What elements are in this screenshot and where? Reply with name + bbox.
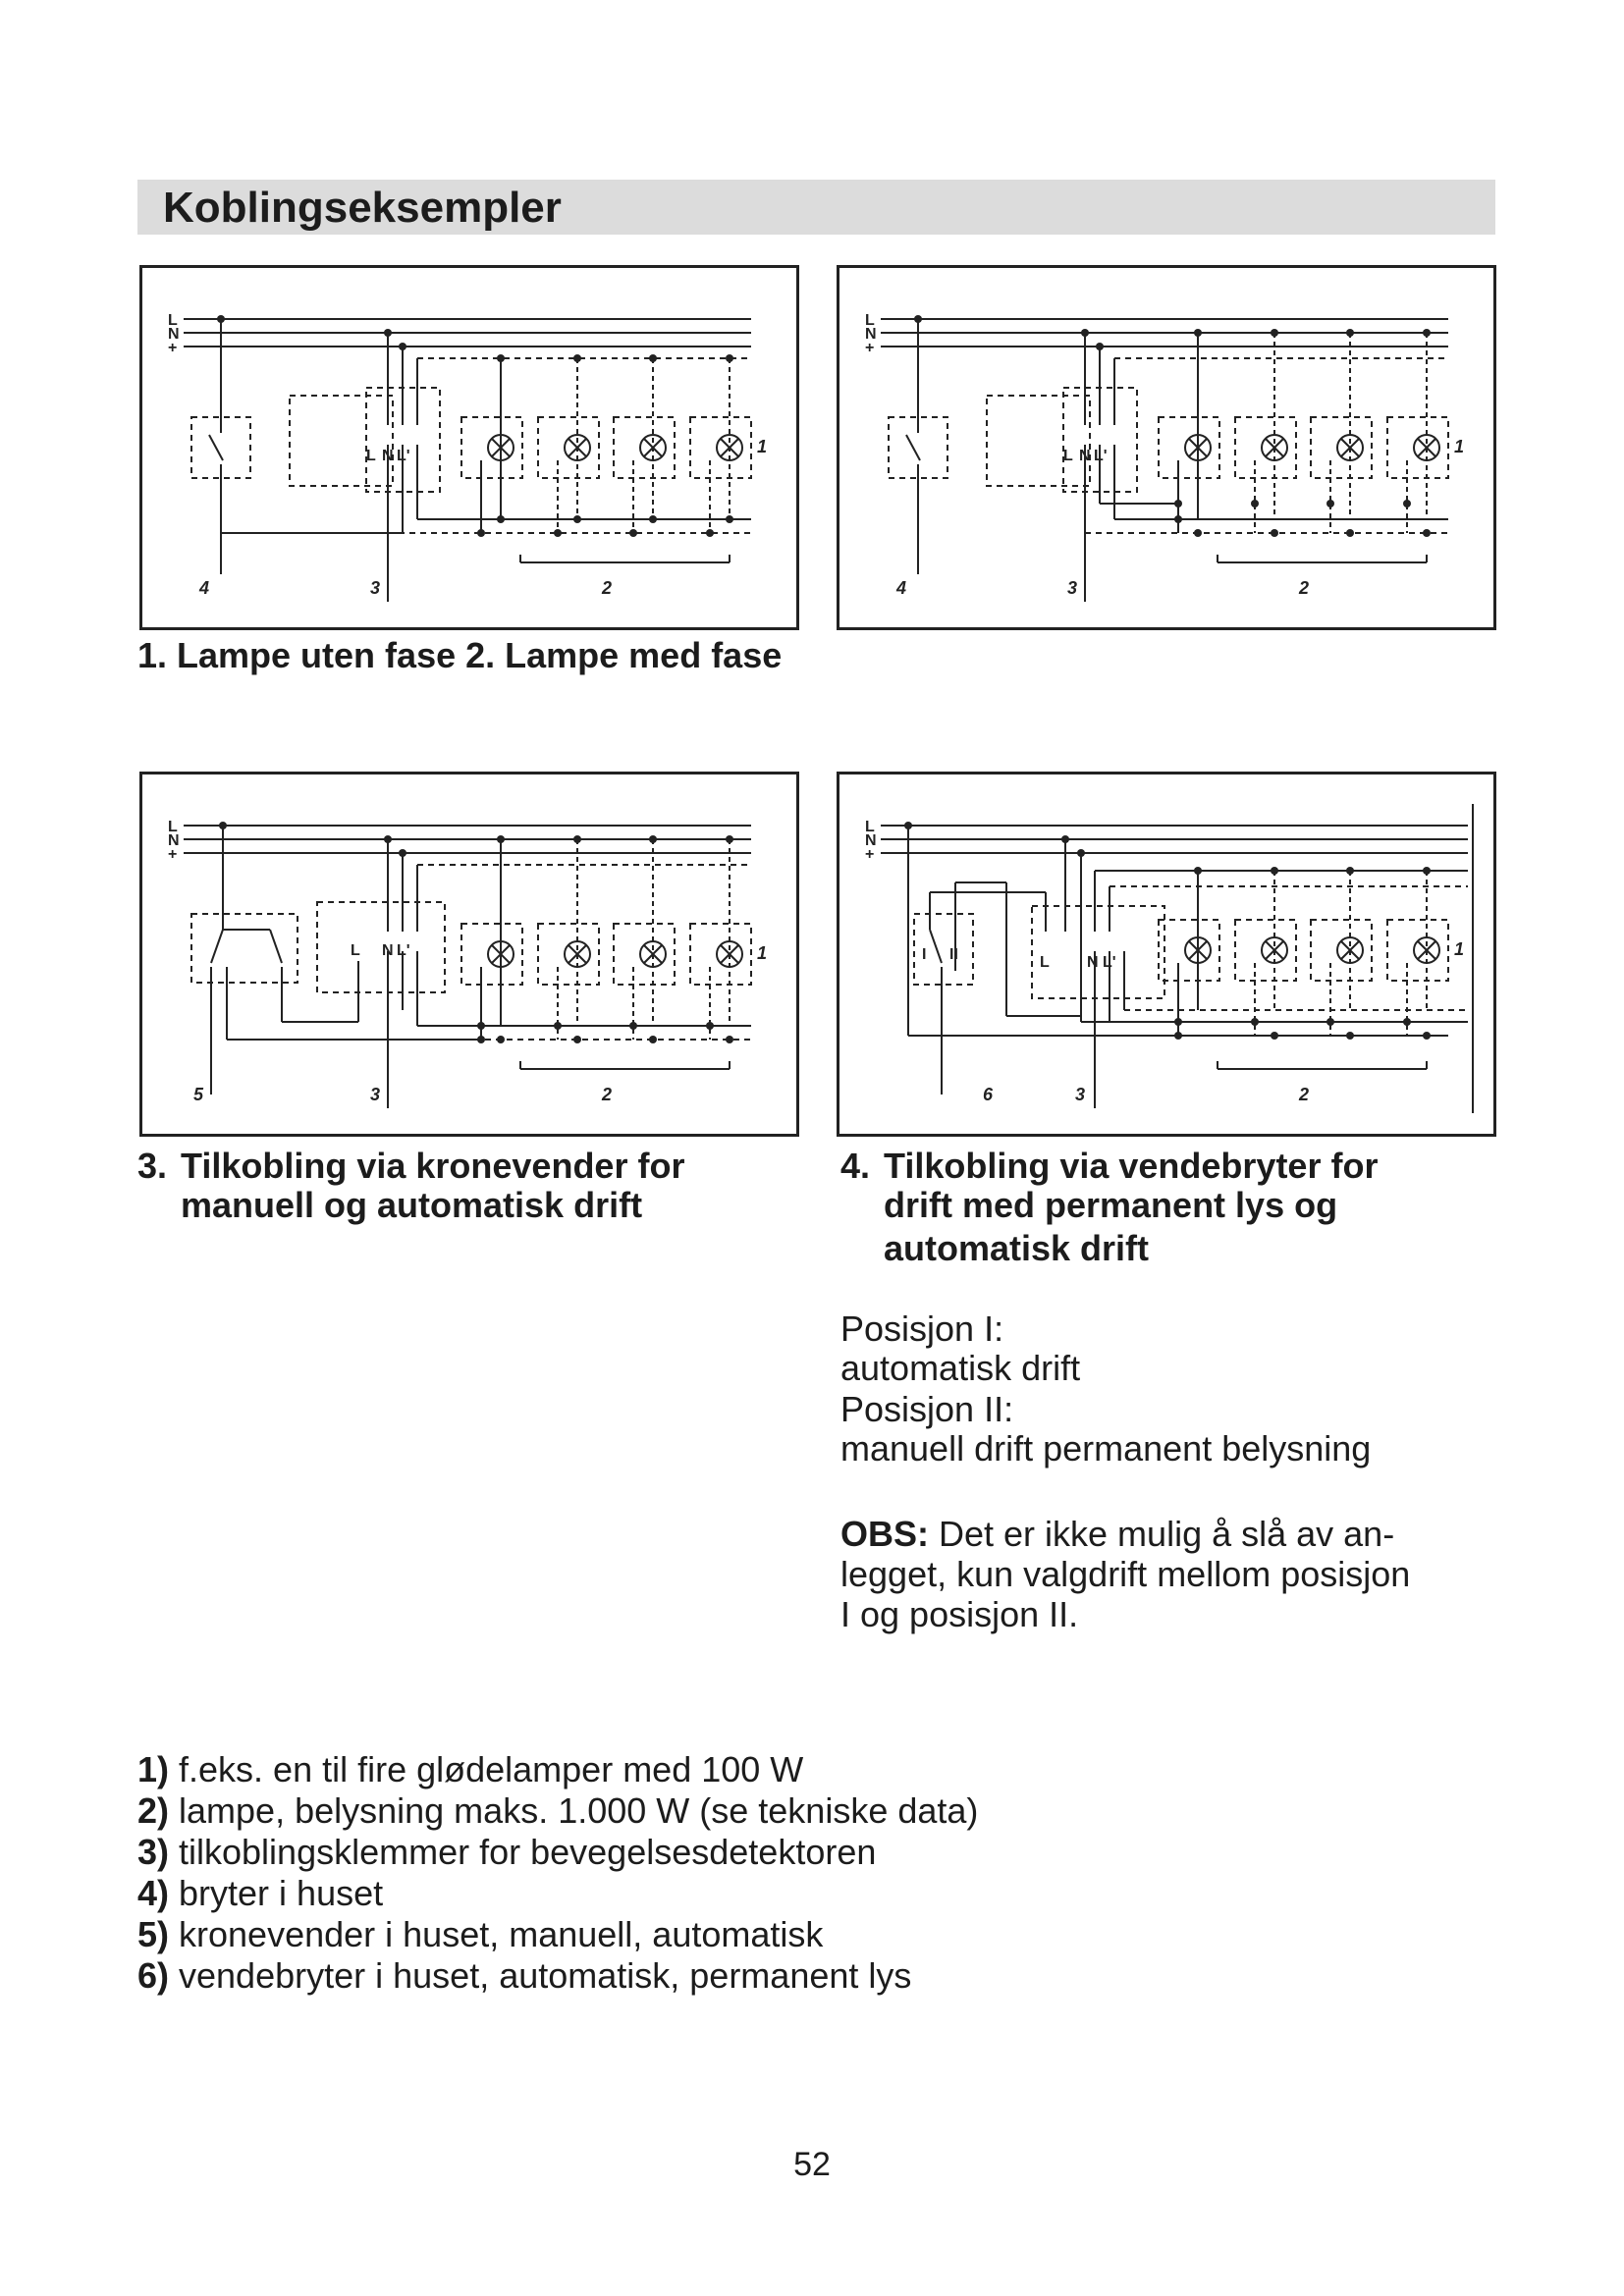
svg-text:L: L bbox=[168, 312, 178, 329]
footnote-text: f.eks. en til fire glødelamper med 100 W bbox=[169, 1749, 804, 1789]
svg-text:1: 1 bbox=[1454, 939, 1465, 959]
position-1-label: Posisjon I: bbox=[840, 1308, 1004, 1349]
svg-text:2: 2 bbox=[1299, 578, 1310, 598]
obs-label: OBS: bbox=[840, 1514, 929, 1554]
obs-line3: I og posisjon II. bbox=[840, 1594, 1079, 1634]
svg-text:L: L bbox=[865, 312, 875, 329]
footnote bbox=[137, 1832, 978, 1873]
position-2-label: Posisjon II: bbox=[840, 1389, 1014, 1429]
svg-text:N: N bbox=[382, 942, 394, 959]
svg-text:5: 5 bbox=[193, 1085, 204, 1104]
svg-text:+: + bbox=[865, 340, 875, 356]
footnote-text: lampe, belysning maks. 1.000 W (se tekniske data) bbox=[169, 1790, 979, 1831]
svg-text:L': L' bbox=[397, 942, 410, 959]
svg-text:N: N bbox=[168, 832, 180, 849]
footnote-number: 6) bbox=[137, 1955, 170, 1996]
footnote-number: 1) bbox=[137, 1749, 170, 1789]
position-1-text: automatisk drift bbox=[840, 1348, 1081, 1388]
svg-text:L: L bbox=[865, 819, 875, 835]
svg-text:4: 4 bbox=[896, 578, 907, 598]
svg-text:6: 6 bbox=[983, 1085, 994, 1104]
svg-text:N: N bbox=[865, 832, 877, 849]
svg-text:3: 3 bbox=[1067, 578, 1078, 598]
svg-text:L': L' bbox=[1094, 448, 1108, 464]
footnote bbox=[137, 1914, 978, 1955]
footnotes bbox=[137, 1749, 978, 1997]
footnote bbox=[137, 1790, 978, 1832]
footnote bbox=[137, 1873, 978, 1914]
wiring-diagram-4-svg bbox=[839, 774, 1493, 1134]
wiring-diagram-3 bbox=[139, 772, 799, 1137]
caption-1-2: 1. Lampe uten fase 2. Lampe med fase bbox=[137, 635, 783, 675]
caption-4-number: 4. bbox=[840, 1146, 871, 1186]
caption-3 bbox=[137, 1147, 746, 1225]
svg-text:N: N bbox=[1087, 954, 1099, 971]
caption-3-line1: Tilkobling via kronevender for bbox=[181, 1146, 685, 1186]
svg-text:+: + bbox=[168, 340, 178, 356]
svg-text:2: 2 bbox=[602, 1085, 613, 1104]
svg-text:2: 2 bbox=[602, 578, 613, 598]
svg-text:L: L bbox=[1063, 448, 1073, 464]
svg-text:1: 1 bbox=[1454, 437, 1465, 456]
wiring-diagram-4 bbox=[837, 772, 1496, 1137]
page-number: 52 bbox=[793, 2146, 831, 2183]
svg-text:I: I bbox=[922, 946, 927, 963]
svg-text:L': L' bbox=[1103, 954, 1116, 971]
caption-4-line2: drift med permanent lys og bbox=[884, 1185, 1338, 1225]
section-title: Koblingseksempler bbox=[163, 184, 562, 232]
svg-text:II: II bbox=[949, 946, 958, 963]
caption-4-line3: automatisk drift bbox=[884, 1228, 1150, 1268]
svg-text:N: N bbox=[168, 326, 180, 343]
caption-4-line1: Tilkobling via vendebryter for bbox=[884, 1146, 1379, 1186]
footnote-text: tilkoblingsklemmer for bevegelsesdetektoren bbox=[169, 1832, 877, 1872]
caption-4 bbox=[840, 1147, 1469, 1268]
svg-text:3: 3 bbox=[1075, 1085, 1086, 1104]
svg-text:N: N bbox=[382, 448, 394, 464]
wiring-diagram-2 bbox=[837, 265, 1496, 630]
svg-text:L: L bbox=[1040, 954, 1050, 971]
svg-text:+: + bbox=[865, 846, 875, 863]
footnote-number: 3) bbox=[137, 1832, 170, 1872]
wiring-diagram-1 bbox=[139, 265, 799, 630]
section-header-bar bbox=[137, 180, 1495, 235]
svg-text:L: L bbox=[351, 942, 360, 959]
footnote bbox=[137, 1955, 978, 1997]
svg-text:N: N bbox=[865, 326, 877, 343]
svg-text:L: L bbox=[168, 819, 178, 835]
svg-text:3: 3 bbox=[370, 1085, 381, 1104]
footnote bbox=[137, 1749, 978, 1790]
wiring-diagram-2-svg bbox=[839, 268, 1493, 627]
svg-text:4: 4 bbox=[199, 578, 210, 598]
caption-3-line2: manuell og automatisk drift bbox=[181, 1185, 643, 1225]
obs-note bbox=[840, 1514, 1489, 1634]
caption-3-number: 3. bbox=[137, 1146, 168, 1186]
svg-text:3: 3 bbox=[370, 578, 381, 598]
position-2-text: manuell drift permanent belysning bbox=[840, 1428, 1372, 1468]
svg-text:+: + bbox=[168, 846, 178, 863]
svg-text:1: 1 bbox=[757, 943, 768, 963]
wiring-diagram-3-svg bbox=[142, 774, 796, 1134]
obs-line2: legget, kun valgdrift mellom posisjon bbox=[840, 1554, 1411, 1594]
svg-text:L': L' bbox=[397, 448, 410, 464]
footnote-text: bryter i huset bbox=[169, 1873, 384, 1913]
footnote-text: kronevender i huset, manuell, automatisk bbox=[169, 1914, 824, 1954]
svg-text:N: N bbox=[1079, 448, 1091, 464]
footnote-number: 4) bbox=[137, 1873, 170, 1913]
wiring-diagram-1-svg bbox=[142, 268, 796, 627]
svg-text:L: L bbox=[366, 448, 376, 464]
obs-line1: Det er ikke mulig å slå av an- bbox=[929, 1514, 1395, 1554]
svg-text:1: 1 bbox=[757, 437, 768, 456]
footnote-number: 2) bbox=[137, 1790, 170, 1831]
svg-text:2: 2 bbox=[1299, 1085, 1310, 1104]
footnote-text: vendebryter i huset, automatisk, permanent lys bbox=[169, 1955, 912, 1996]
footnote-number: 5) bbox=[137, 1914, 170, 1954]
